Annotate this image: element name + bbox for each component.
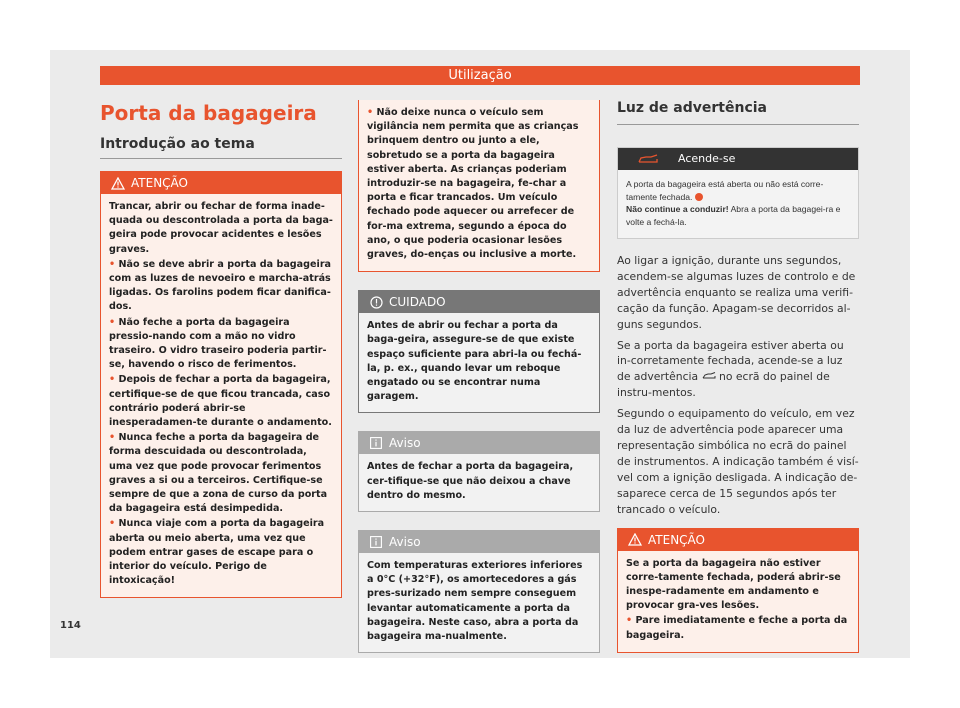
caution-body: Antes de abrir ou fechar a porta da baga-geira, assegure-se de que existe espaço suficiente para abri-la ou fechá-la, p. ex., quando levar um reboque engatado ou se encontrar numa garagem. — [367, 320, 582, 403]
caution-box — [358, 290, 600, 413]
car-trunk-open-icon — [702, 369, 716, 383]
list-item: • Não se deve abrir a porta da bagageira com as luzes de nevoeiro e marcha-atrás ligadas. Os farolins podem ficar danifica-dos. — [109, 258, 332, 313]
list-item: • Não feche a porta da bagageira pressio-nando com a mão no vidro traseiro. O vidro traseiro poderia partir-se, havendo o risco de ferimentos. — [109, 316, 327, 371]
note-label: Aviso — [389, 436, 421, 451]
warning-intro: Trancar, abrir ou fechar de forma inade-quada ou descontrolada a porta da baga-geira pode provocar acidentes e lesões graves. — [109, 201, 333, 255]
warning-label: ATENÇÃO — [131, 176, 188, 190]
warning-triangle-icon — [628, 533, 642, 547]
paragraph: Se a porta da bagageira estiver aberta ou in-corretamente fechada, acende-se a luz de advertência no ecrã do painel de instru-mentos. — [617, 338, 844, 400]
warning-header — [101, 172, 341, 194]
light-header-label: Acende-se — [678, 152, 736, 165]
list-item: • Depois de fechar a porta da bagageira, certifique-se de que ficou trancada, caso contrário poderá abrir-se inesperadamen-te durante o andamento. — [109, 374, 332, 429]
warning-light-description: A porta da bagageira está aberta ou não está corre-tamente fechada. Não continue a conduzir! Abra a porta da bagagei-ra e volte a fechá-la. — [626, 179, 841, 227]
page-title: Porta da bagageira — [100, 101, 317, 125]
warning-label: ATENÇÃO — [648, 532, 705, 547]
caution-label: CUIDADO — [389, 295, 446, 310]
note-header — [359, 531, 599, 553]
note-box — [358, 530, 600, 653]
column-right — [617, 100, 859, 653]
warning-body — [101, 194, 341, 597]
warning-box — [100, 171, 342, 598]
info-square-icon — [369, 535, 383, 549]
section-title: Luz de advertência — [617, 100, 859, 125]
list-item: • Pare imediatamente e feche a porta da bagageira. — [626, 615, 848, 641]
warning-triangle-icon — [111, 176, 125, 190]
note-body: Com temperaturas exteriores inferiores a 0°C (+32°F), os amortecedores a gás pres-surizado nem sempre conseguem levantar automaticamente a porta da bagageira. Neste caso, abra a porta da bagageira ma-nualmente. — [367, 560, 583, 643]
page-number: 114 — [60, 620, 81, 631]
warning-dot-icon — [695, 193, 703, 201]
note-header — [359, 432, 599, 454]
info-circle-icon — [369, 295, 383, 309]
paragraph: Segundo o equipamento do veículo, em vez da luz de advertência pode aparecer uma representação simbólica no ecrã do painel de instrumentos. A indicação também é visí-vel com a ignição desligada. A indicação de-saparece cerca de 15 segundos após ter trancado o veículo. — [617, 407, 859, 516]
info-square-icon — [369, 436, 383, 450]
body-text — [617, 253, 859, 518]
warning-intro: Se a porta da bagageira não estiver corre-tamente fechada, poderá abrir-se inespe-radamente em andamento e provocar gra-ves lesões. — [626, 557, 841, 612]
note-body: Antes de fechar a porta da bagageira, cer-tifique-se que não deixou a chave dentro do mesmo. — [367, 461, 574, 501]
note-label: Aviso — [389, 535, 421, 550]
car-trunk-open-icon — [618, 148, 678, 170]
bold-warning: Não continue a conduzir! — [626, 204, 729, 214]
warning-light-header — [618, 148, 858, 170]
warning-continued-body — [359, 100, 599, 271]
paragraph: Ao ligar a ignição, durante uns segundos, acendem-se algumas luzes de controlo e de advertência enquanto se realiza uma verifi-cação da função. Apagam-se decorridos al-guns segundos. — [617, 254, 856, 331]
warning-body — [618, 551, 858, 652]
page-header: Utilização — [100, 66, 860, 85]
list-item: • Não deixe nunca o veículo sem vigilância nem permita que as crianças brinquem dentro ou junto a ele, sobretudo se a porta da bagageira estiver aberta. As crianças poderiam introduzir-se na bagageira, fe-char a porta e ficar trancados. Um veículo fechado pode aquecer ou arrefecer de for-ma extrema, segundo a época do ano, o que poderia ocasionar lesões graves, do-enças ou inclusive a morte. — [367, 107, 579, 261]
list-item: • Nunca feche a porta da bagageira de forma descuidada ou descontrolada, uma vez que pode provocar ferimentos graves a si ou a terceiros. Certifique-se sempre de que a zona de curso da porta da bagageira está desimpedida. — [109, 432, 328, 515]
section-subtitle: Introdução ao tema — [100, 136, 342, 159]
warning-light-panel — [617, 147, 859, 239]
caution-header — [359, 291, 599, 313]
list-item: • Nunca viaje com a porta da bagageira aberta ou meio aberta, uma vez que podem entrar gases de escape para o interior do veículo. Perigo de intoxicação! — [109, 518, 325, 587]
note-box — [358, 431, 600, 512]
warning-box — [617, 528, 859, 653]
warning-box-continued — [358, 100, 600, 272]
column-left — [100, 100, 342, 598]
column-middle — [358, 100, 600, 653]
warning-header — [618, 529, 858, 551]
